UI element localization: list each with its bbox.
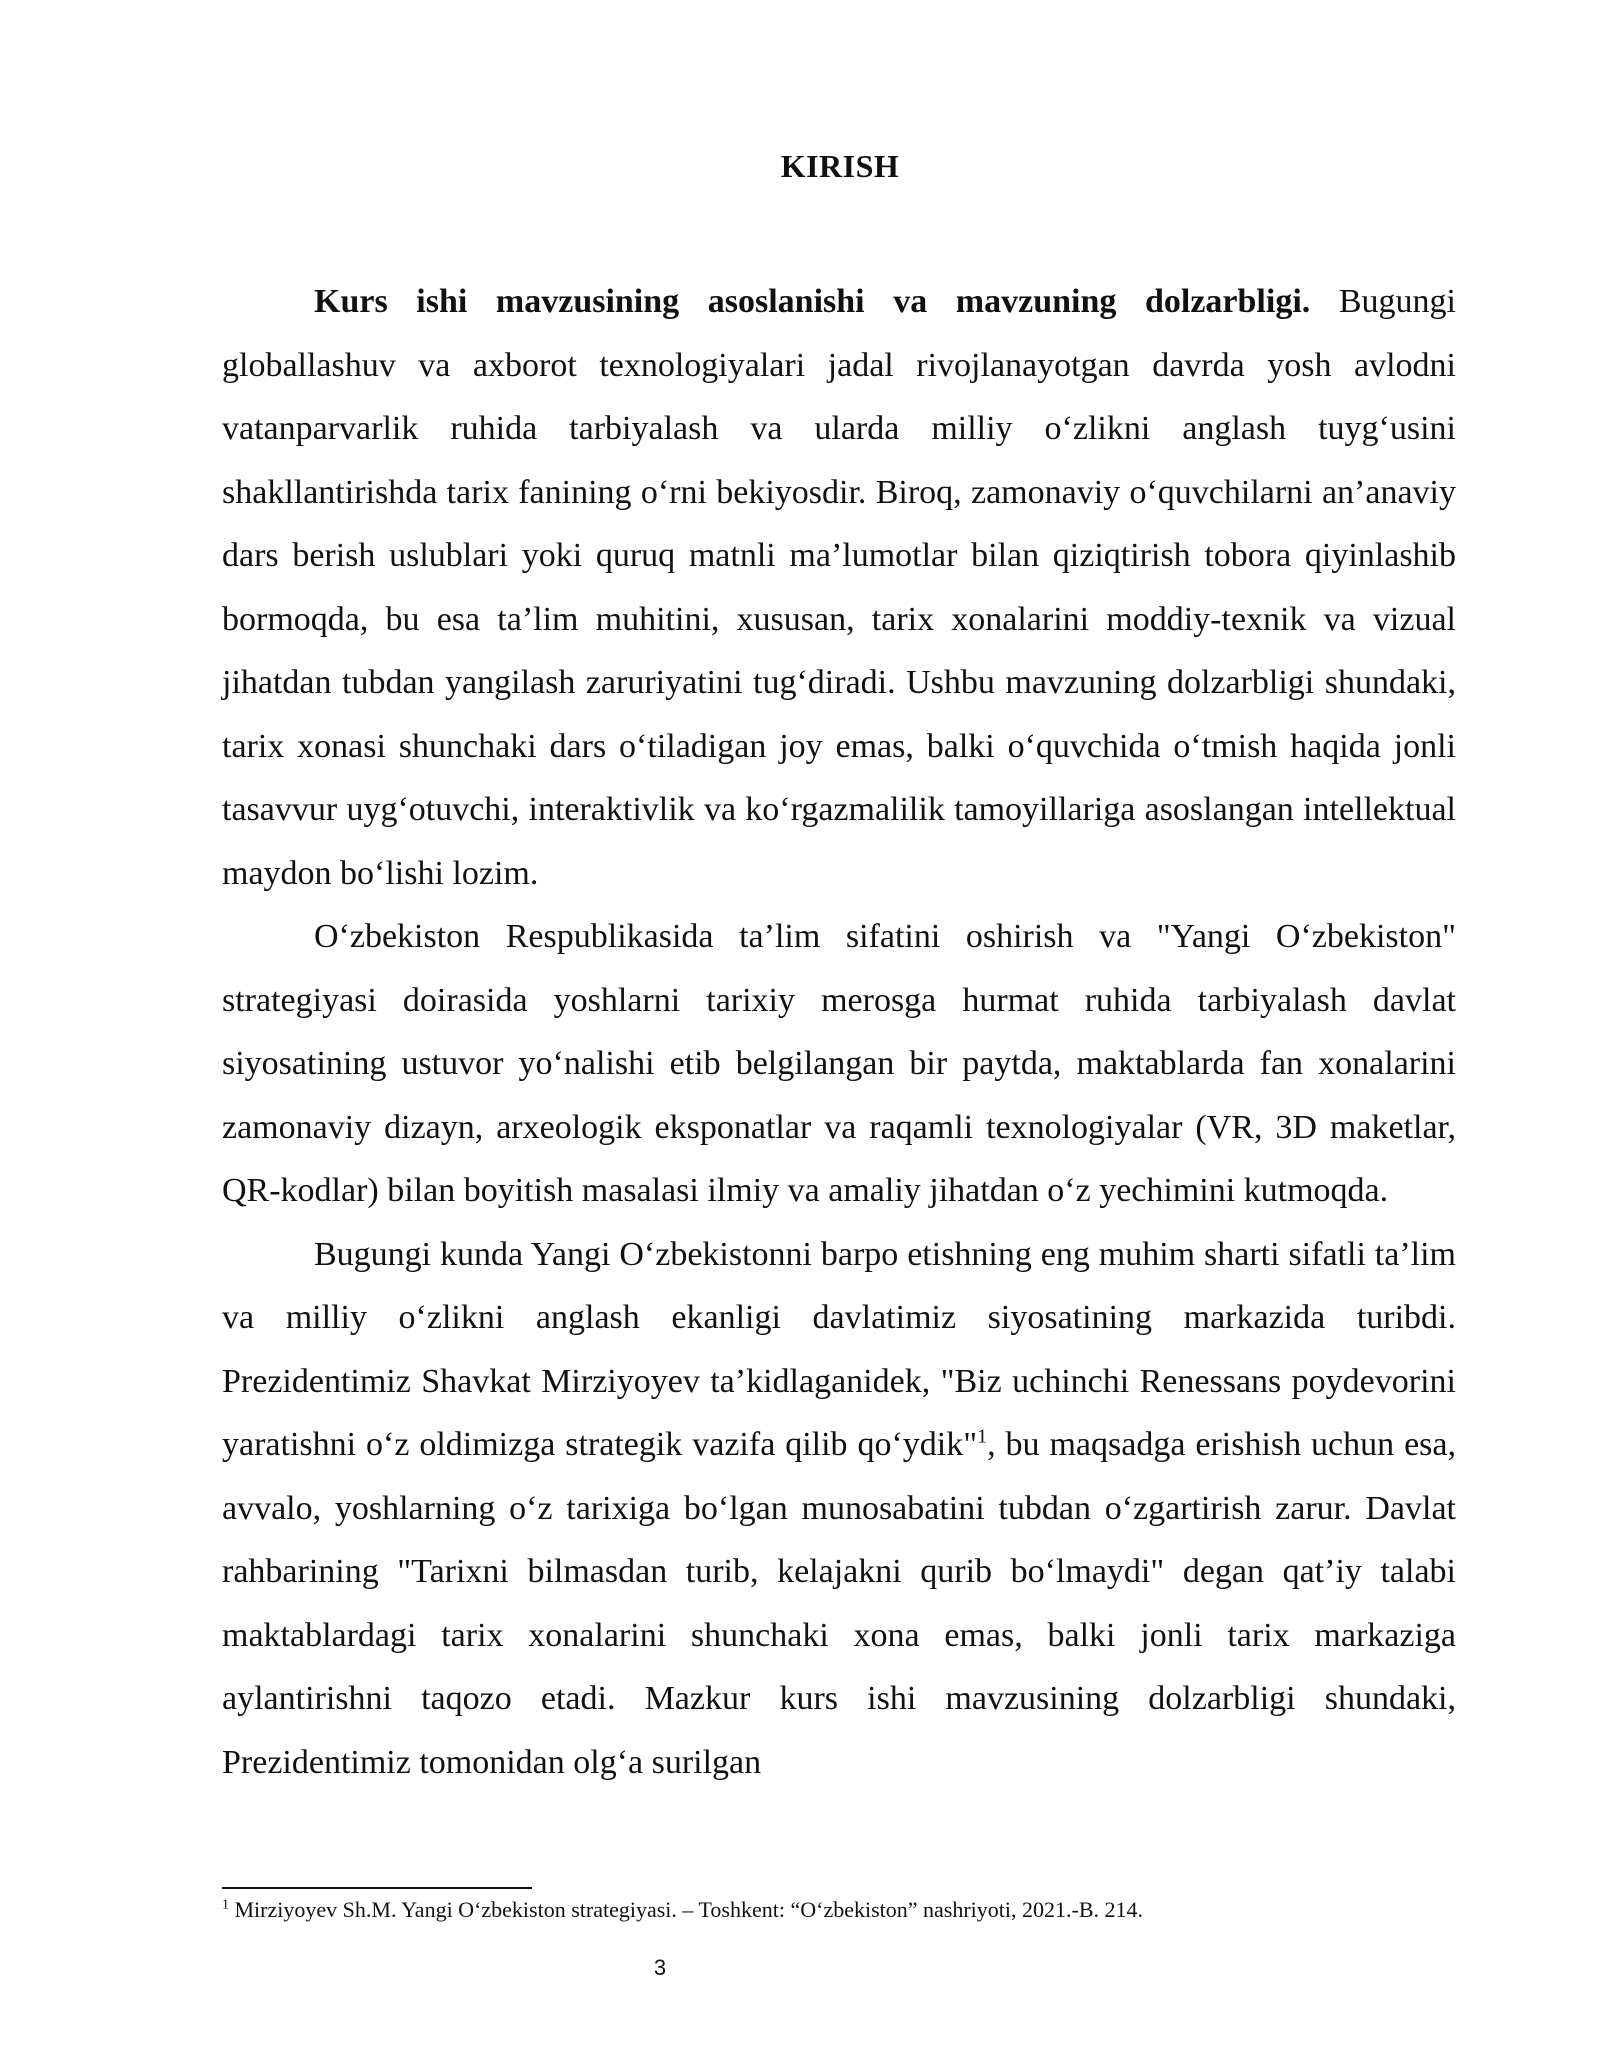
paragraph-3-text-after: , bu maqsadga erishish uchun esa, avvalo, yoshlarning o‘z tarixiga bo‘lgan munosabatini tubdan o‘zgartirish zarur. Davlat rahbarining "Tarixni bilmasdan turib, kelajakni qurib bo‘lmaydi" degan qat’iy talabi maktablardagi tarix xonalarini shunchaki xona emas, balki jonli tarix markaziga aylantirishni taqozo etadi. Mazkur kurs ishi mavzusining dolzarbligi shundaki, Prezidentimiz tomonidan olg‘a surilgan	[222, 1426, 1456, 1781]
paragraph-1-text: Bugungi globallashuv va axborot texnologiyalari jadal rivojlanayotgan davrda yosh avlodni vatanparvarlik ruhida tarbiyalash va ularda milliy o‘zlikni anglash tuyg‘usini shakllantirishda tarix fanining o‘rni bekiyosdir. Biroq, zamonaviy o‘quvchilarni an’anaviy dars berish uslublari yoki quruq matnli ma’lumotlar bilan qiziqtirish tobora qiyinlashib bormoqda, bu esa ta’lim muhitini, xususan, tarix xonalarini moddiy-texnik va vizual jihatdan tubdan yangilash zaruriyatini tug‘diradi. Ushbu mavzuning dolzarbligi shundaki, tarix xonasi shunchaki dars o‘tiladigan joy emas, balki o‘quvchida o‘tmish haqida jonli tasavvur uyg‘otuvchi, interaktivlik va ko‘rgazmalilik tamoyillariga asoslangan intellektual maydon bo‘lishi lozim.	[222, 283, 1457, 892]
footnote	[222, 1895, 1456, 1925]
paragraph-1-lead: Kurs ishi mavzusining asoslanishi va mavzuning dolzarbligi.	[314, 283, 1311, 320]
body-text	[222, 270, 1456, 1794]
footnote-marker: 1	[222, 1897, 229, 1913]
paragraph-3-text-before: Bugungi kunda Yangi O‘zbekistonni barpo etishning eng muhim sharti sifatli ta’lim va milliy o‘zlikni anglash ekanligi davlatimiz siyosatining markazida turibdi. Prezidentimiz Shavkat Mirziyoyev ta’kidlaganidek, "Biz uchinchi Renessans poydevorini yaratishni o‘z oldimizga strategik vazifa qilib qo‘ydik"	[222, 1235, 1456, 1463]
footnote-text: Mirziyoyev Sh.M. Yangi O‘zbekiston strategiyasi. – Toshkent: “O‘zbekiston” nashriyoti, 2021.-B. 214.	[229, 1897, 1144, 1922]
paragraph-2	[222, 905, 1456, 1223]
paragraph-1	[222, 270, 1456, 905]
footnote-divider	[222, 1887, 532, 1889]
paragraph-3	[222, 1223, 1456, 1795]
paragraph-2-text: O‘zbekiston Respublikasida ta’lim sifatini oshirish va "Yangi O‘zbekiston" strategiyasi doirasida yoshlarni tarixiy merosga hurmat ruhida tarbiyalash davlat siyosatining ustuvor yo‘nalishi etib belgilangan bir paytda, maktablarda fan xonalarini zamonaviy dizayn, arxeologik eksponatlar va raqamli texnologiyalar (VR, 3D maketlar, QR-kodlar) bilan boyitish masalasi ilmiy va amaliy jihatdan o‘z yechimini kutmoqda.	[222, 918, 1456, 1209]
page-title: KIRISH	[780, 148, 900, 184]
page-number: 3	[653, 1955, 667, 1980]
footnote-reference: 1	[977, 1425, 988, 1448]
